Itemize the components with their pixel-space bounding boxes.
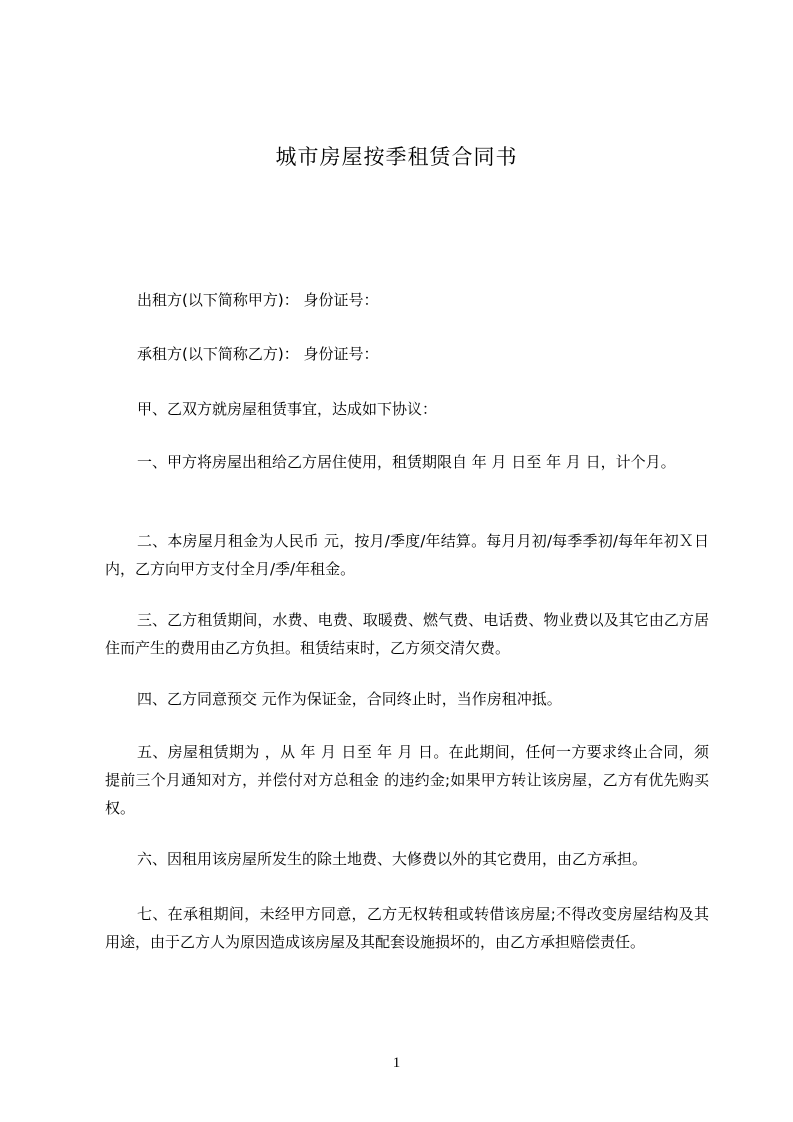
clause-2: 二、本房屋月租金为人民币 元，按月/季度/年结算。每月月初/每季季初/每年年初Ｘ日内，乙方向甲方支付全月/季/年租金。 xyxy=(105,532,709,578)
clause-7: 七、在承租期间，未经甲方同意，乙方无权转租或转借该房屋;不得改变房屋结构及其用途，由于乙方人为原因造成该房屋及其配套设施损坏的，由乙方承担赔偿责任。 xyxy=(105,905,709,951)
clause-5: 五、房屋租赁期为 ，从 年 月 日至 年 月 日。在此期间，任何一方要求终止合同，须提前三个月通知对方，并偿付对方总租金 的违约金;如果甲方转让该房屋，乙方有优先购买权。 xyxy=(105,743,709,817)
document-title: 城市房屋按季租赁合同书 xyxy=(275,145,518,169)
clause-1: 一、甲方将房屋出租给乙方居住使用，租赁期限自 年 月 日至 年 月 日，计个月。 xyxy=(137,453,676,471)
lessee-line: 承租方(以下简称乙方)： 身份证号： xyxy=(137,345,379,363)
clause-3: 三、乙方租赁期间，水费、电费、取暖费、燃气费、电话费、物业费以及其它由乙方居住而产生的费用由乙方负担。租赁结束时，乙方须交清欠费。 xyxy=(105,611,709,657)
clause-6: 六、因租用该房屋所发生的除土地费、大修费以外的其它费用，由乙方承担。 xyxy=(137,850,648,868)
preamble: 甲、乙双方就房屋租赁事宜，达成如下协议： xyxy=(137,400,438,418)
page-number: 1 xyxy=(392,1055,401,1071)
clause-4: 四、乙方同意预交 元作为保证金，合同终止时，当作房租冲抵。 xyxy=(137,690,562,708)
lessor-line: 出租方(以下简称甲方)： 身份证号： xyxy=(137,291,379,309)
